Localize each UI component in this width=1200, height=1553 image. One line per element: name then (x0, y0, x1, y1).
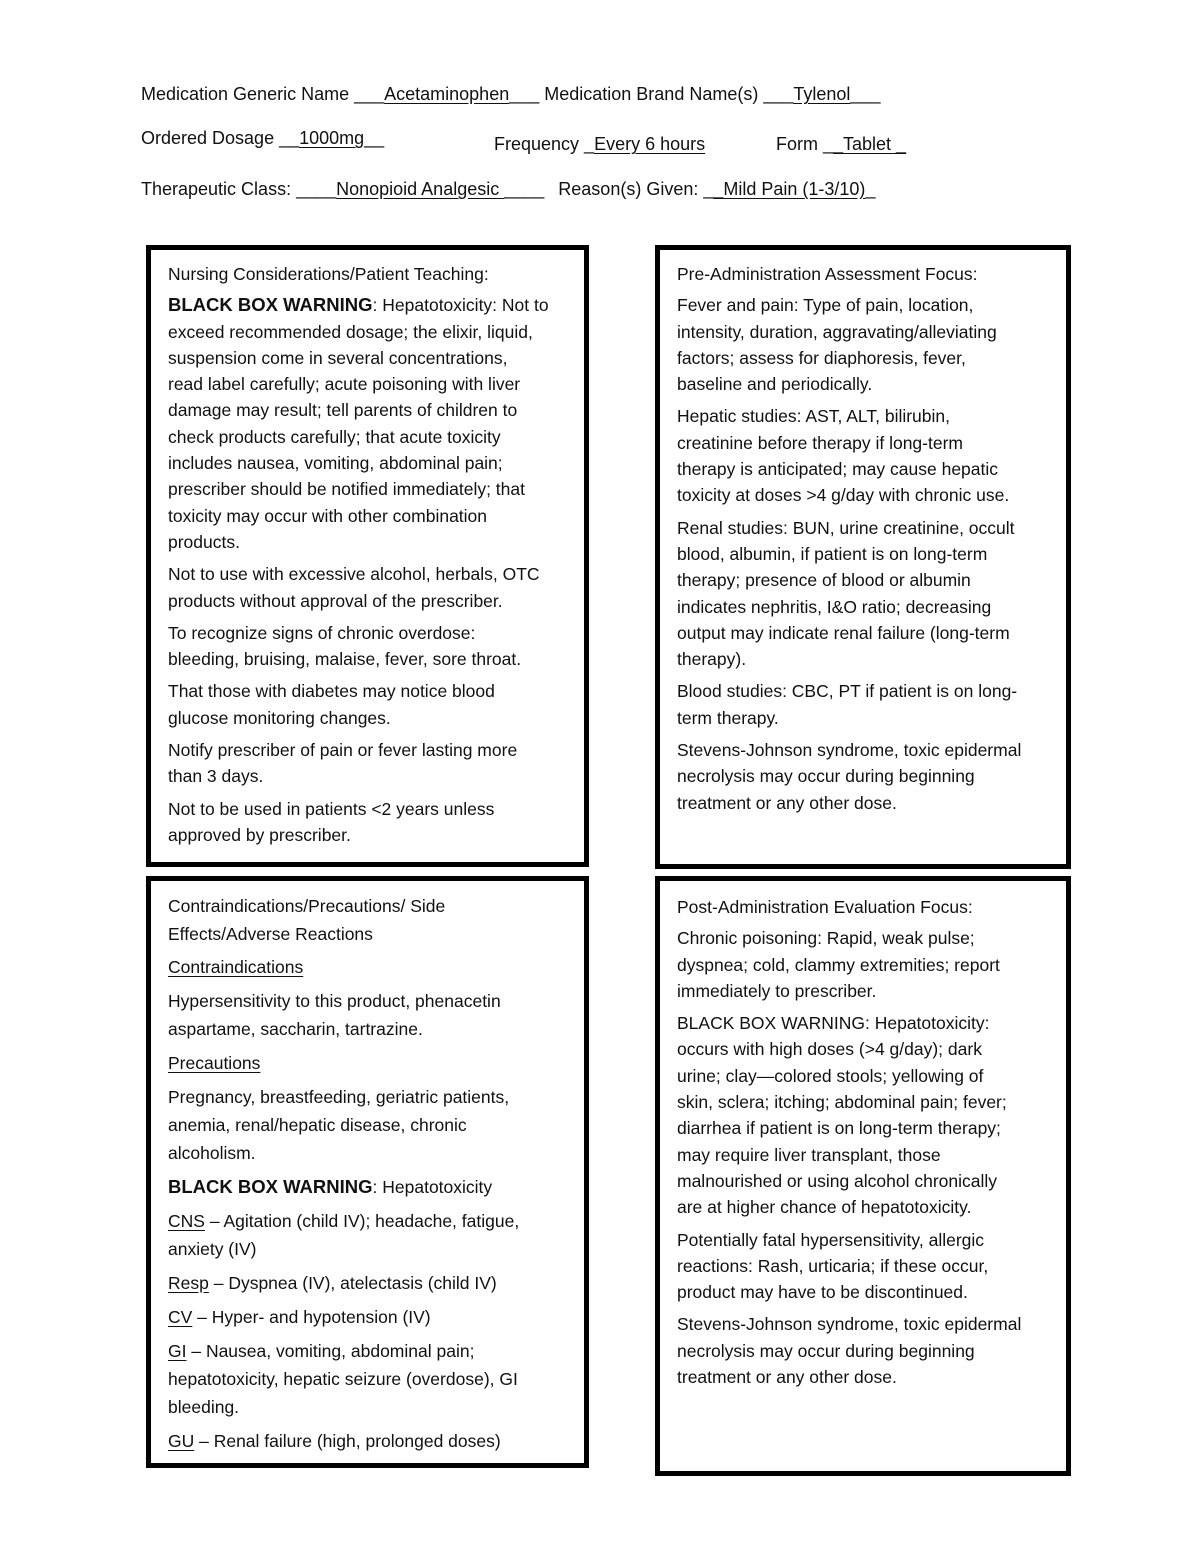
cns-label: CNS (168, 1211, 205, 1231)
frequency-label: Frequency _ (494, 134, 595, 154)
class-trail: ____ (504, 179, 545, 199)
class-value: Nonopioid Analgesic (336, 179, 505, 199)
black-box-warning-label: BLACK BOX WARNING (168, 294, 373, 316)
nursing-bbw-rest: exceed recommended dosage; the elixir, liquid, suspension come in several concentrations, read label carefully; acute poisoning with liver damage may result; tell parents of children to check products carefully; that acute toxicity includes nausea, vomiting, abdominal pain; prescriber should be notified immediately; that toxicity may occur with other combination products. (168, 321, 533, 552)
contraindications-heading: Contraindications (168, 957, 304, 977)
resp-text: – Dyspnea (IV), atelectasis (child IV) (208, 1273, 497, 1293)
dosage-trail: __ (364, 128, 385, 148)
precautions-heading: Precautions (168, 1053, 261, 1073)
pre-sjs-note: Stevens-Johnson syndrome, toxic epidermal necrolysis may occur during beginning treatment or any other dose. (677, 740, 1022, 813)
generic-brand-line (141, 83, 880, 105)
resp-label: Resp (168, 1273, 209, 1293)
contra-bbw-text: : Hepatotoxicity (372, 1177, 493, 1197)
gi-text: – Nausea, vomiting, abdominal pain; hepatotoxicity, hepatic seizure (overdose), GI bleeding. (168, 1341, 518, 1417)
pre-title: Pre-Administration Assessment Focus: (677, 264, 978, 284)
cns-effects (168, 1207, 584, 1263)
resp-effects (168, 1269, 584, 1297)
nursing-overdose-note: To recognize signs of chronic overdose: bleeding, bruising, malaise, fever, sore throat. (168, 622, 522, 670)
contraindications-box (146, 876, 589, 1468)
reason-value: _Mild Pain (1-3/10) (713, 179, 866, 199)
post-chronic-poisoning: Chronic poisoning: Rapid, weak pulse; dyspnea; cold, clammy extremities; report immediately to prescriber. (677, 928, 1000, 1001)
pre-hepatic-studies: Hepatic studies: AST, ALT, bilirubin, creatinine before therapy if long-term therapy is anticipated; may cause hepatic toxicity at doses >4 g/day with chronic use. (677, 406, 1010, 506)
gu-effects (168, 1427, 584, 1455)
frequency-value: Every 6 hours (594, 134, 706, 154)
contra-bbw-line (168, 1173, 584, 1201)
form-value: _Tablet _ (833, 134, 907, 154)
post-bbw-hepatotoxicity: BLACK BOX WARNING: Hepatotoxicity: occurs with high doses (>4 g/day); dark urine; clay—colored stools; yellowing of skin, sclera; itching; abdominal pain; fever; diarrhea if patient is on long-term therapy; may require liver transplant, those malnourished or using alcohol chronically are at higher chance of hepatotoxicity. (677, 1013, 1007, 1218)
class-reason-line (141, 178, 875, 200)
nursing-diabetes-note: That those with diabetes may notice blood glucose monitoring changes. (168, 681, 495, 728)
dosage-value: 1000mg (299, 128, 365, 148)
post-hypersensitivity: Potentially fatal hypersensitivity, allergic reactions: Rash, urticaria; if these occur, product may have to be discontinued. (677, 1229, 989, 1303)
generic-name-value: Acetaminophen (384, 84, 510, 104)
nursing-bbw-colon: : (372, 295, 378, 316)
post-administration-box (655, 876, 1071, 1476)
brand-name-trail: ___ (850, 84, 881, 104)
nursing-alcohol-note: Not to use with excessive alcohol, herbals, OTC products without approval of the prescriber. (168, 564, 540, 611)
generic-name-label: Medication Generic Name ___ (141, 84, 385, 104)
contraindications-text: Hypersensitivity to this product, phenacetin aspartame, saccharin, tartrazine. (168, 991, 501, 1039)
nursing-notify-note: Notify prescriber of pain or fever lasting more than 3 days. (168, 740, 518, 787)
nursing-bbw-paragraph (168, 292, 584, 555)
cv-label: CV (168, 1307, 193, 1327)
pre-fever-pain: Fever and pain: Type of pain, location, intensity, duration, aggravating/alleviating factors; assess for diaphoresis, fever, baseline and periodically. (677, 295, 997, 395)
gi-label: GI (168, 1341, 187, 1361)
post-sjs-note: Stevens-Johnson syndrome, toxic epidermal necrolysis may occur during beginning treatment or any other dose. (677, 1314, 1022, 1388)
cv-effects (168, 1303, 584, 1331)
post-title: Post-Administration Evaluation Focus: (677, 897, 973, 917)
brand-name-label: ___ Medication Brand Name(s) ___ (509, 84, 794, 104)
gi-effects (168, 1337, 584, 1421)
precautions-text: Pregnancy, breastfeeding, geriatric patients, anemia, renal/hepatic disease, chronic alcoholism. (168, 1087, 510, 1163)
cns-text: – Agitation (child IV); headache, fatigue, anxiety (IV) (168, 1211, 520, 1259)
nursing-considerations-box (146, 245, 589, 867)
class-label: Therapeutic Class: ____ (141, 179, 337, 199)
nursing-age-note: Not to be used in patients <2 years unless approved by prescriber. (168, 798, 495, 845)
form-line (776, 133, 906, 155)
nursing-bbw-first: Hepatotoxicity: Not to (377, 295, 549, 316)
pre-renal-studies: Renal studies: BUN, urine creatinine, occult blood, albumin, if patient is on long-term therapy; presence of blood or albumin indicates nephritis, I&O ratio; decreasing output may indicate renal failure (long-term therapy). (677, 517, 1015, 670)
gu-text: – Renal failure (high, prolonged doses) (194, 1431, 501, 1451)
nursing-title: Nursing Considerations/Patient Teaching: (168, 264, 489, 284)
frequency-line (494, 133, 705, 155)
pre-blood-studies: Blood studies: CBC, PT if patient is on long- term therapy. (677, 681, 1018, 728)
brand-name-value: Tylenol (793, 84, 851, 104)
pre-administration-box (655, 245, 1071, 869)
dosage-label: Ordered Dosage __ (141, 128, 300, 148)
contra-title: Contraindications/Precautions/ Side Effects/Adverse Reactions (168, 896, 446, 944)
black-box-warning-label: BLACK BOX WARNING (168, 1176, 373, 1197)
cv-text: – Hyper- and hypotension (IV) (192, 1307, 431, 1327)
gu-label: GU (168, 1431, 195, 1451)
reason-label: Reason(s) Given: _ (558, 179, 714, 199)
reason-trail: _ (865, 179, 876, 199)
dosage-line (141, 127, 384, 149)
form-label: Form _ (776, 134, 834, 154)
